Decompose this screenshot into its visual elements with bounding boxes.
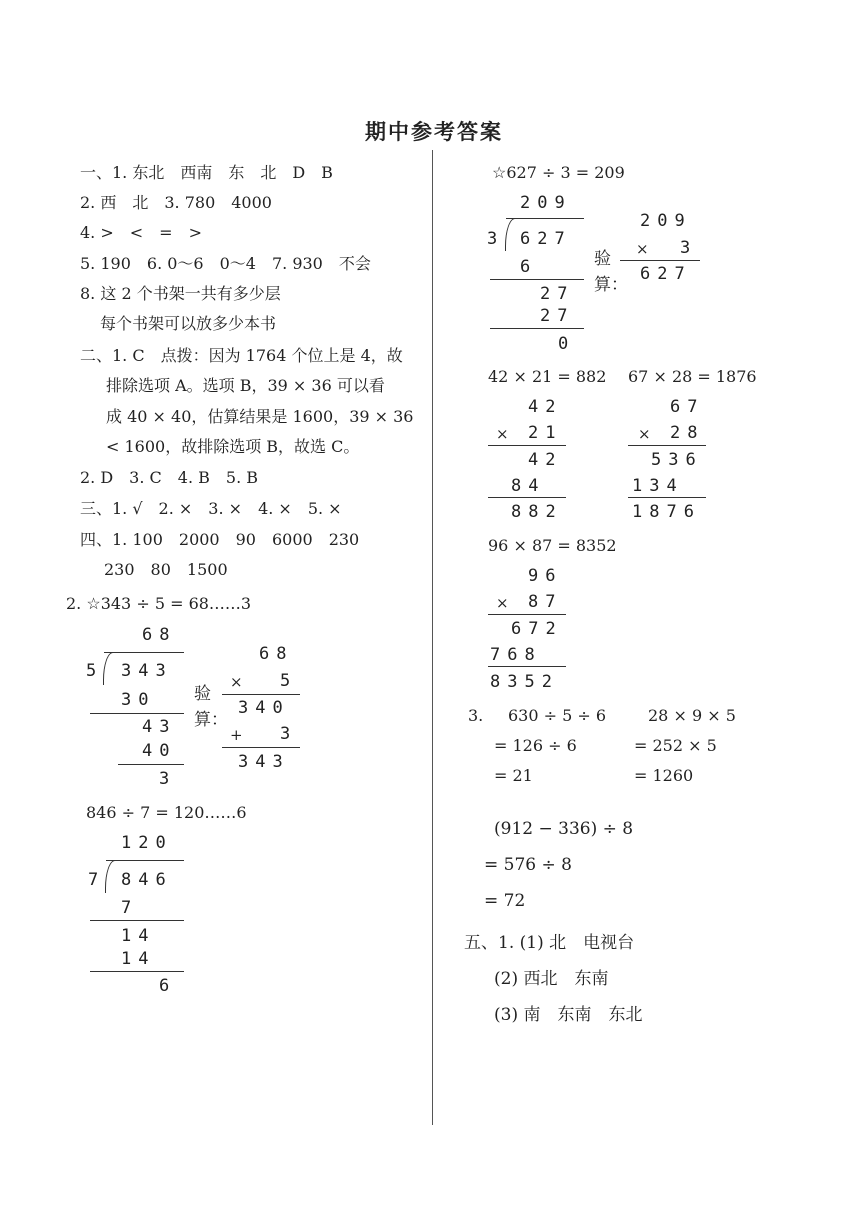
rule	[90, 920, 184, 921]
section-5-line: (2) 西北 东南	[494, 969, 609, 989]
answer-line-6: 每个书架可以放多少本书	[100, 314, 277, 333]
remainder: 0	[558, 334, 576, 354]
dividend: 846	[121, 870, 173, 890]
partial-product: 672	[511, 619, 563, 639]
division-bar	[104, 652, 184, 653]
times-sign: ×	[496, 425, 509, 443]
division-bar	[506, 218, 584, 219]
subtrahend: 40	[142, 741, 177, 761]
column-divider	[432, 150, 433, 1125]
rule	[490, 328, 584, 329]
answer-line-5: 8. 这 2 个书架一共有多少层	[80, 284, 281, 303]
answer-line-8: 排除选项 A。选项 B，39 × 36 可以看	[106, 376, 385, 395]
calc-3-line: = 576 ÷ 8	[484, 855, 572, 875]
section-5-line: (3) 南 东南 东北	[494, 1005, 643, 1025]
divisor: 3	[487, 229, 505, 249]
quotient: 120	[121, 833, 173, 853]
division-bar	[106, 860, 184, 861]
rule	[628, 445, 706, 446]
rule	[488, 666, 566, 667]
rule	[90, 971, 184, 972]
calc-1-line: = 126 ÷ 6	[494, 736, 577, 755]
factor: 5	[280, 671, 298, 691]
check-label: 算：	[194, 710, 228, 730]
subtrahend: 30	[121, 690, 156, 710]
answer-line-12: 三、1. √ 2. × 3. × 4. × 5. ×	[80, 499, 342, 518]
factor: 209	[640, 211, 692, 231]
answer-line-4: 5. 190 6. 0～6 0～4 7. 930 不会	[80, 254, 371, 273]
check-label: 算：	[594, 275, 628, 295]
subtrahend: 7	[121, 898, 139, 918]
rule	[222, 694, 300, 695]
answer-line-9: 成 40 × 40，估算结果是 1600，39 × 36	[106, 407, 414, 426]
quotient: 68	[142, 625, 177, 645]
partial-product: 536	[651, 450, 703, 470]
subtrahend: 6	[520, 257, 538, 277]
factor: 87	[528, 592, 563, 612]
quotient: 209	[520, 193, 572, 213]
remainder: 6	[159, 976, 177, 996]
divisor: 5	[86, 661, 104, 681]
question-846-title: 846 ÷ 7 = 120……6	[86, 803, 247, 822]
partial-product: 134	[632, 476, 684, 496]
rule	[118, 764, 184, 765]
product: 627	[640, 264, 692, 284]
division-bracket	[103, 652, 114, 685]
times-sign: ×	[638, 425, 651, 443]
times-sign: ×	[636, 240, 649, 258]
times-sign: ×	[496, 594, 509, 612]
rule	[628, 497, 706, 498]
calc-2-line: = 1260	[634, 766, 694, 785]
factor: 3	[680, 238, 698, 258]
question-2-title: 2. ☆343 ÷ 5 = 68……3	[66, 594, 252, 613]
calc-2-line: = 252 × 5	[634, 736, 717, 755]
partial-remainder: 27	[540, 284, 575, 304]
product: 1876	[632, 502, 701, 522]
answer-line-13: 四、1. 100 2000 90 6000 230	[80, 530, 360, 549]
section-5-line: 五、1. (1) 北 电视台	[464, 933, 635, 953]
calc-3-line: = 72	[484, 891, 526, 911]
partial-remainder: 43	[142, 717, 177, 737]
rule	[488, 614, 566, 615]
rule	[488, 445, 566, 446]
dividend: 627	[520, 229, 572, 249]
check-label: 验	[594, 249, 611, 269]
check-label: 验	[194, 684, 211, 704]
calc-2-line: 28 × 9 × 5	[648, 706, 736, 725]
plus-sign: +	[230, 726, 243, 744]
times-sign: ×	[230, 673, 243, 691]
question-3-label: 3.	[468, 706, 484, 725]
rule	[620, 260, 700, 261]
factor: 42	[528, 397, 563, 417]
division-bracket	[505, 218, 516, 251]
factor: 28	[670, 423, 705, 443]
page-title: 期中参考答案	[365, 119, 503, 144]
product: 882	[511, 502, 563, 522]
factor: 21	[528, 423, 563, 443]
division-bracket	[105, 860, 116, 893]
rule	[222, 747, 300, 748]
factor: 67	[670, 397, 705, 417]
answer-line-2: 2. 西 北 3. 780 4000	[80, 193, 272, 212]
product: 340	[238, 698, 290, 718]
rule	[90, 713, 184, 714]
answer-line-3: 4. > < = >	[80, 223, 202, 242]
sum: 343	[238, 752, 290, 772]
calc-1-line: = 21	[494, 766, 533, 785]
calc-3-line: (912 − 336) ÷ 8	[494, 819, 634, 839]
rule	[490, 279, 584, 280]
partial-product: 84	[511, 476, 546, 496]
subtrahend: 27	[540, 306, 575, 326]
factor: 96	[528, 566, 563, 586]
partial-product: 42	[528, 450, 563, 470]
answer-line-10: < 1600，故排除选项 B，故选 C。	[106, 437, 360, 456]
product: 8352	[490, 672, 559, 692]
rule	[488, 497, 566, 498]
multiplication-title: 67 × 28 = 1876	[628, 367, 757, 386]
multiplication-title: 42 × 21 = 882	[488, 367, 607, 386]
answer-line-14: 230 80 1500	[104, 560, 228, 579]
answer-line-1: 一、1. 东北 西南 东 北 D B	[80, 163, 333, 182]
factor: 68	[259, 644, 294, 664]
calc-1-line: 630 ÷ 5 ÷ 6	[508, 706, 607, 725]
question-627-title: ☆627 ÷ 3 = 209	[492, 163, 625, 182]
divisor: 7	[88, 870, 106, 890]
multiplication-title: 96 × 87 = 8352	[488, 536, 617, 555]
remainder: 3	[280, 724, 298, 744]
subtrahend: 14	[121, 949, 156, 969]
answer-line-7: 二、1. C 点拨：因为 1764 个位上是 4，故	[80, 346, 403, 365]
partial-product: 768	[490, 645, 542, 665]
dividend: 343	[121, 661, 173, 681]
answer-line-11: 2. D 3. C 4. B 5. B	[80, 468, 258, 487]
remainder: 3	[159, 769, 177, 789]
partial-remainder: 14	[121, 926, 156, 946]
